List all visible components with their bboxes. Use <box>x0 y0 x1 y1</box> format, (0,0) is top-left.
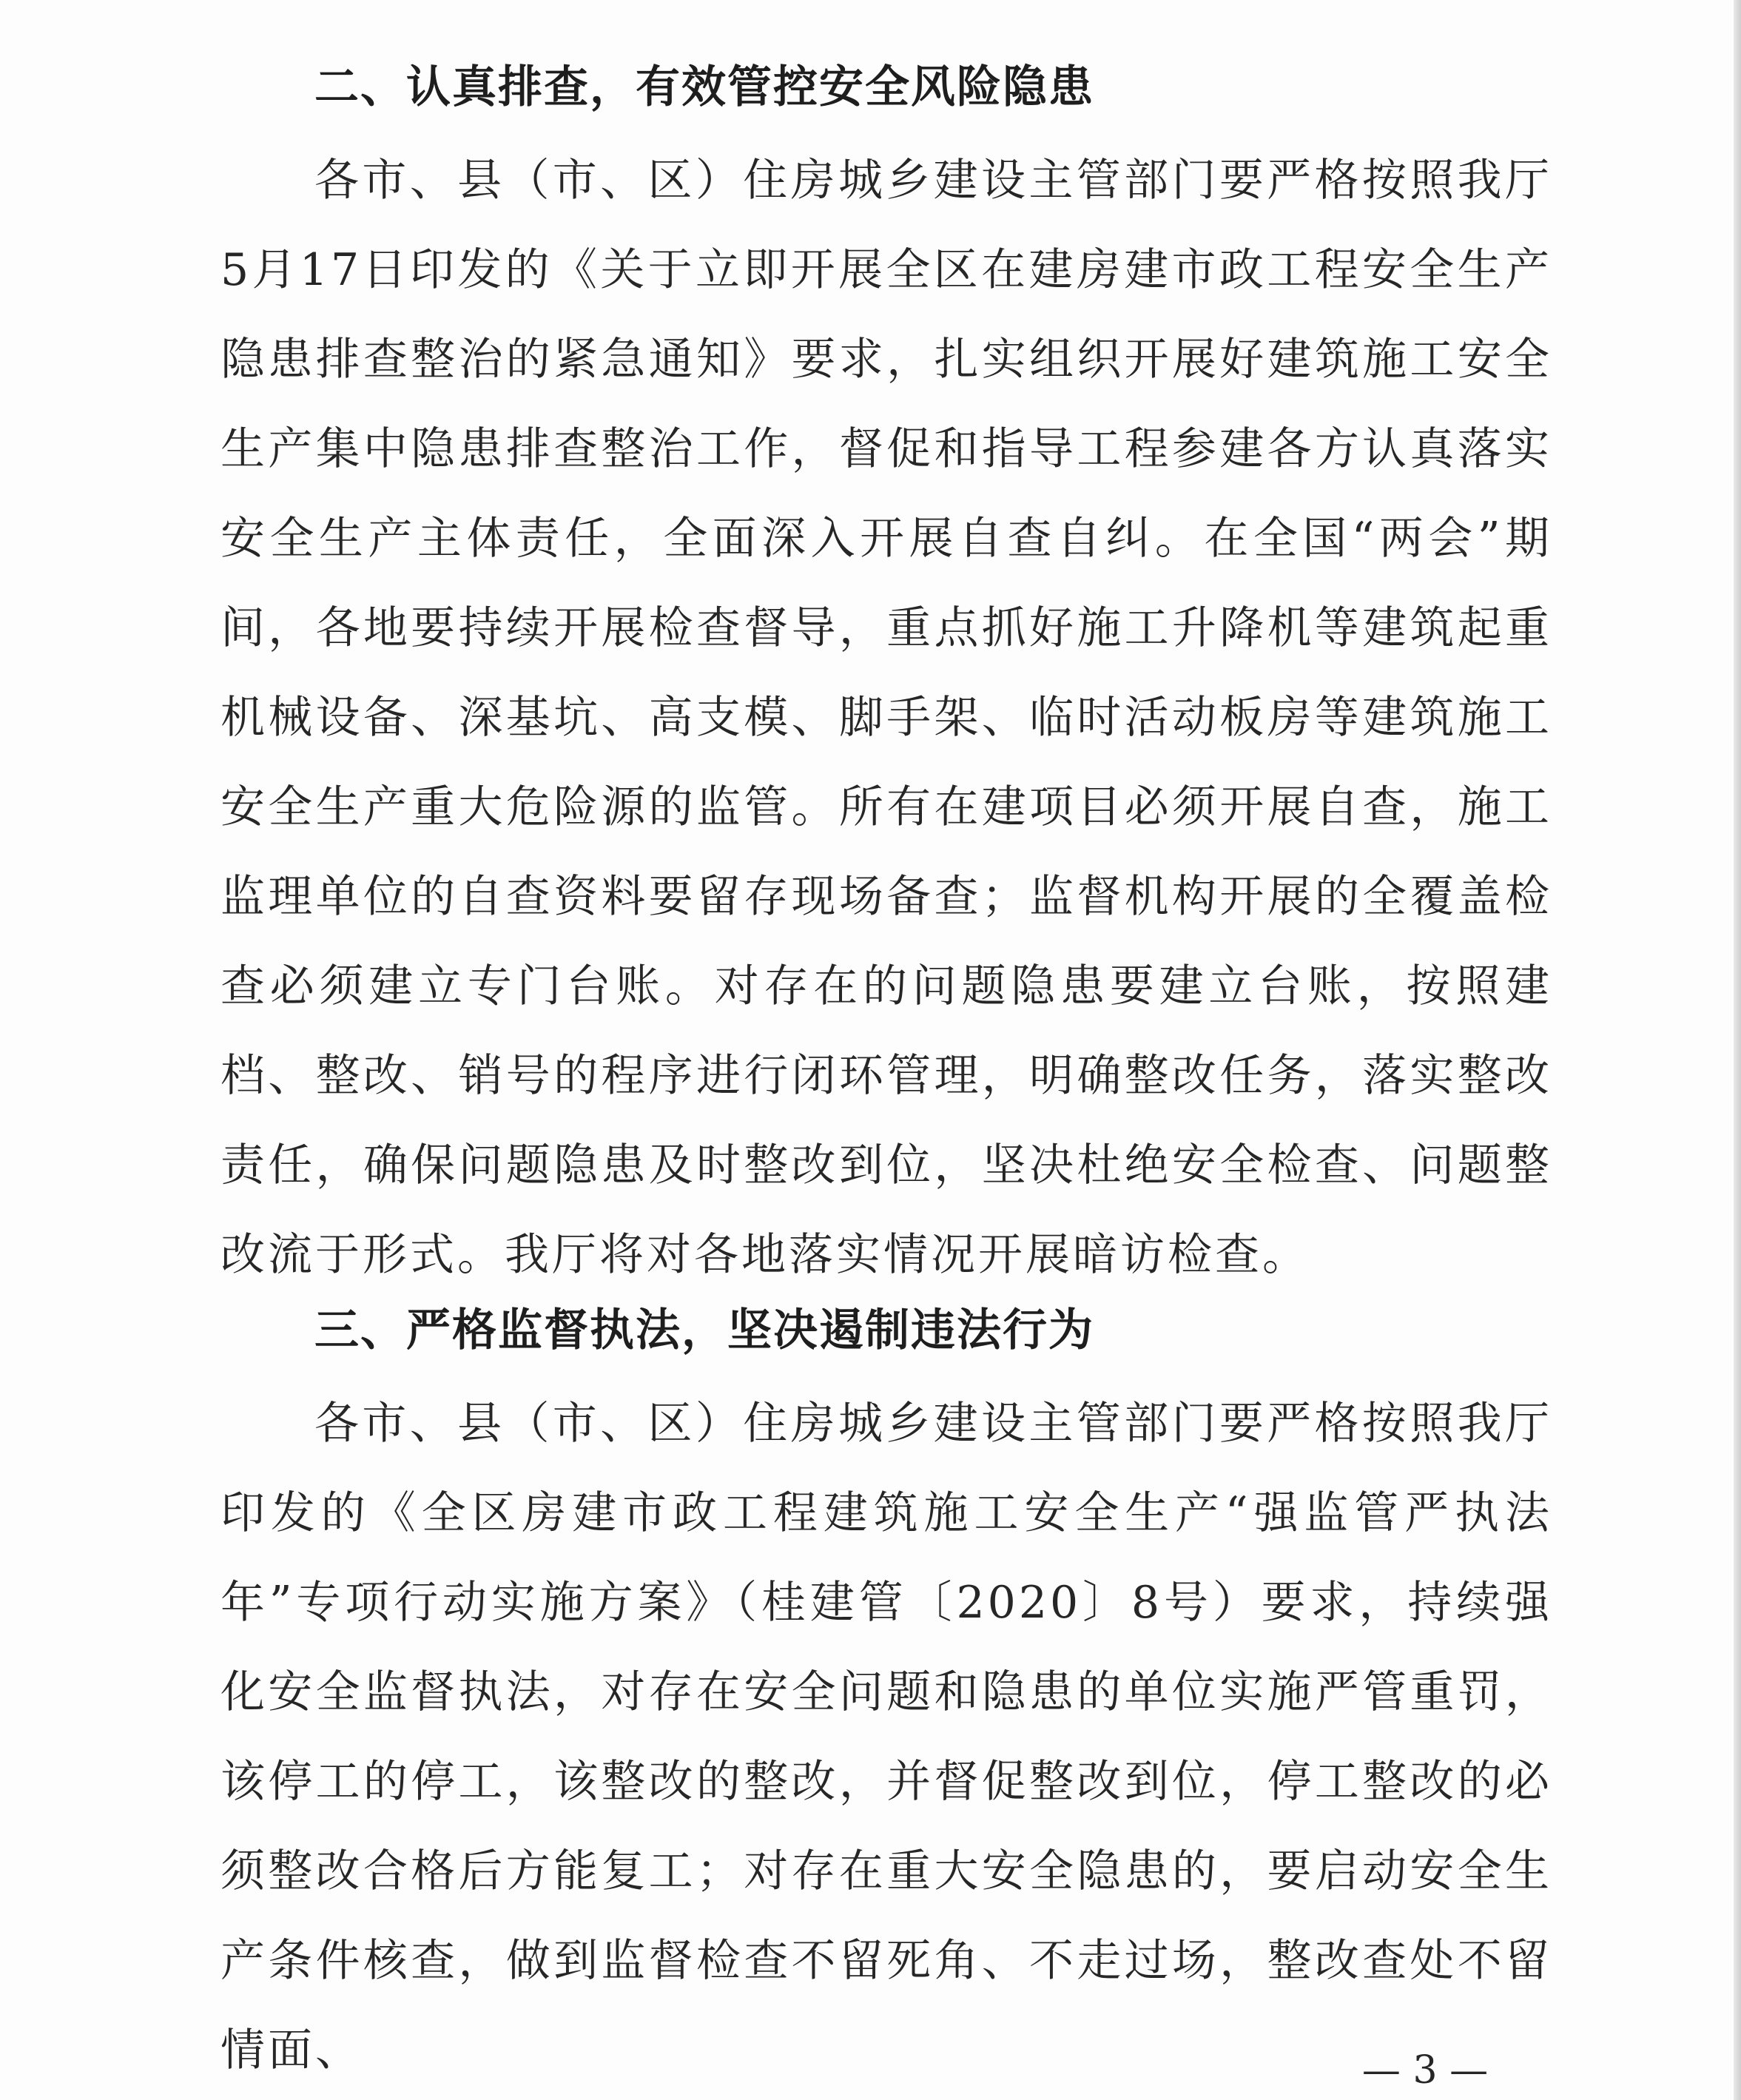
section-heading-2: 二、认真排查，有效管控安全风险隐患 <box>314 61 1094 113</box>
page-edge <box>1734 0 1741 2100</box>
section-heading-3: 三、严格监督执法，坚决遏制违法行为 <box>314 1305 1094 1356</box>
section-paragraph-3: 各市、县（市、区）住房城乡建设主管部门要严格按照我厅印发的《全区房建市政工程建筑施工安全生产“强监管严执法年”专项行动实施方案》（桂建管〔2020〕8号）要求，持续强化安全监督执法，对存在安全问题和隐患的单位实施严管重罚，该停工的停工，该整改的整改，并督促整改到位，停工整改的必须整改合格后方能复工；对存在重大安全隐患的，要启动安全生产条件核查，做到监督检查不留死角、不走过场，整改查处不留情面、 <box>220 1398 1552 2076</box>
section-paragraph-2: 各市、县（市、区）住房城乡建设主管部门要严格按照我厅5月17日印发的《关于立即开展全区在建房建市政工程安全生产隐患排查整治的紧急通知》要求，扎实组织开展好建筑施工安全生产集中隐患排查整治工作，督促和指导工程参建各方认真落实安全生产主体责任，全面深入开展自查自纠。在全国“两会”期间，各地要持续开展检查督导，重点抓好施工升降机等建筑起重机械设备、深基坑、高支模、脚手架、临时活动板房等建筑施工安全生产重大危险源的监管。所有在建项目必须开展自查，施工监理单位的自查资料要留存现场备查；监督机构开展的全覆盖检查必须建立专门台账。对存在的问题隐患要建立台账，按照建档、整改、销号的程序进行闭环管理，明确整改任务，落实整改责任，确保问题隐患及时整改到位，坚决杜绝安全检查、问题整改流于形式。我厅将对各地落实情况开展暗访检查。 <box>220 155 1552 1281</box>
page-number: — 3 — <box>1361 2048 1489 2093</box>
